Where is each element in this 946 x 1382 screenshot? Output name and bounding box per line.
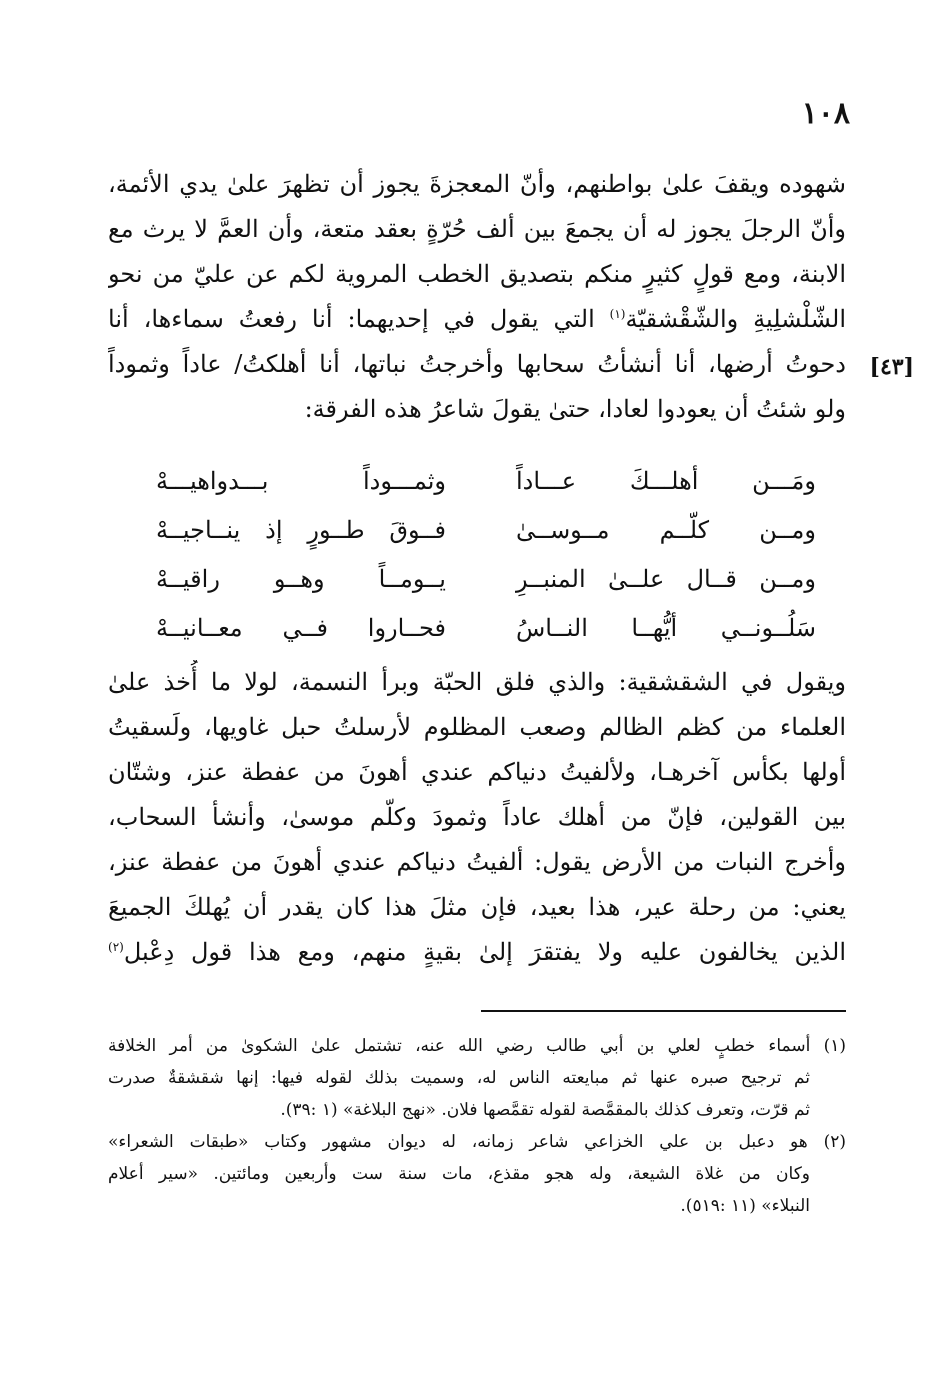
text-line: ولو شئتُ أن يعودوا لعادا، حتىٰ يقولَ شاعرُ هذه الفرقة: <box>304 395 846 423</box>
paragraph-2 <box>108 660 846 975</box>
hemistich-second: فحــاروا فــي معــانيــهْ <box>156 614 446 642</box>
text-line <box>108 297 846 342</box>
poem-verse <box>156 506 816 555</box>
hemistich-second: يــومــاً وهــو راقيــهْ <box>156 565 446 593</box>
poem-verse <box>156 555 816 604</box>
footnote-marker: (١) <box>609 307 626 321</box>
footnote-marker: (٢) <box>108 940 124 954</box>
page-number: ١٠٨ <box>801 96 850 131</box>
footnote-separator <box>481 1010 846 1012</box>
text-line: العلماء من كظم الظالم وصعب المظلوم لأرسلتُ حبل غاويها، ولَسقيتُ <box>108 713 846 741</box>
hemistich-second: وثمـــوداً بـــدواهيـــهْ <box>156 467 446 495</box>
margin-reference: [٤٣] <box>869 354 914 380</box>
footnotes <box>108 1030 846 1222</box>
text-line: وأخرج النبات من الأرض يقول: ألفيتُ دنياكم عندي أهونَ من عفطة عنز، <box>108 848 846 876</box>
text-line: ويقول في الشقشقية: والذي فلق الحبّة وبرأ النسمة، لولا ما أُخذ علىٰ <box>108 668 846 696</box>
text-line: الابنة، ومع قولٍ كثيرٍ منكم بتصديق الخطب المروية لكم عن عليّ من نحو <box>108 260 846 288</box>
text-line: بين القولين، فإنّ من أهلك عاداً وثمودَ وكلّم موسىٰ، وأنشأ السحاب، <box>108 803 846 831</box>
hemistich-first: ومــن قــال علــىٰ المنبــرِ <box>516 565 816 593</box>
text-line: دحوتُ أرضها، أنا أنشأتُ سحابها وأخرجتُ نباتها، أنا أهلكتُ/ عاداً وثموداً <box>108 350 846 378</box>
hemistich-first: سَلُــونــي أيُّهــا النــاسُ <box>516 614 816 642</box>
hemistich-second: فــوقَ طــورٍ إذ ينــاجيــهْ <box>156 516 446 544</box>
text-line: وأنّ الرجلَ يجوز له أن يجمعَ بين ألف حُرّةٍ بعقد متعة، وأن العمَّ لا يرث مع <box>108 215 846 243</box>
footnote-line: وكان من غلاة الشيعة، وله هجو مقذع، مات سنة ست وأربعين ومائتين. «سير أعلام <box>108 1164 810 1184</box>
text-line: أولها بكأس آخرهـا، ولألفيتُ دنياكم عندي أهونَ من عفطة عنز، وشتّان <box>108 758 846 786</box>
footnote-line: (١) أسماء خطبٍ لعلي بن أبي طالب رضي الله عنه، تشتمل علىٰ الشكوىٰ من أمر الخلافة <box>108 1036 846 1056</box>
hemistich-first: ومَـــن أهلـــكَ عـــاداً <box>516 467 816 495</box>
text-line: يعني: من رحلة عير، هذا بعيد، فإن مثلَ هذا كان يقدر أن يُهلكَ الجميعَ <box>108 893 846 921</box>
text-segment: الشّلْشلِيةِ والشّقْشقيّة <box>625 305 846 333</box>
poem-verse <box>156 604 816 653</box>
text-segment: التي يقول في إحديهما: أنا رفعتُ سماءها، أنا <box>108 305 610 333</box>
text-line: شهوده ويقفَ علىٰ بواطنهم، وأنّ المعجزةَ يجوز أن تظهرَ علىٰ يدي الأئمة، <box>108 170 846 198</box>
text-segment: الذين يخالفون عليه ولا يفتقرَ إلىٰ بقيةٍ منهم، ومع هذا قول دِعْبل <box>123 938 846 966</box>
paragraph-1 <box>108 162 846 432</box>
footnote-line: (٢) هو دعبل بن علي الخزاعي شاعر زمانه، له ديوان مشهور وكتاب «طبقات الشعراء» <box>108 1132 846 1152</box>
hemistich-first: ومــن كلّــم مــوســىٰ <box>516 516 816 544</box>
poem <box>156 457 816 653</box>
footnote-line: النبلاء» (١١ :٥١٩). <box>680 1196 810 1216</box>
footnote-line: ثم قرّت، وتعرف كذلك بالمقمَّصة لقوله تقمَّصها فلان. «نهج البلاغة» (١ :٣٩). <box>280 1100 810 1120</box>
text-line <box>108 930 846 975</box>
footnote-line: ثم ترجيح صبره عنها ثم مبايعته الناس له، وسميت بذلك لقوله فيها: إنها شقشقةٌ صدرت <box>108 1068 810 1088</box>
poem-verse <box>156 457 816 506</box>
